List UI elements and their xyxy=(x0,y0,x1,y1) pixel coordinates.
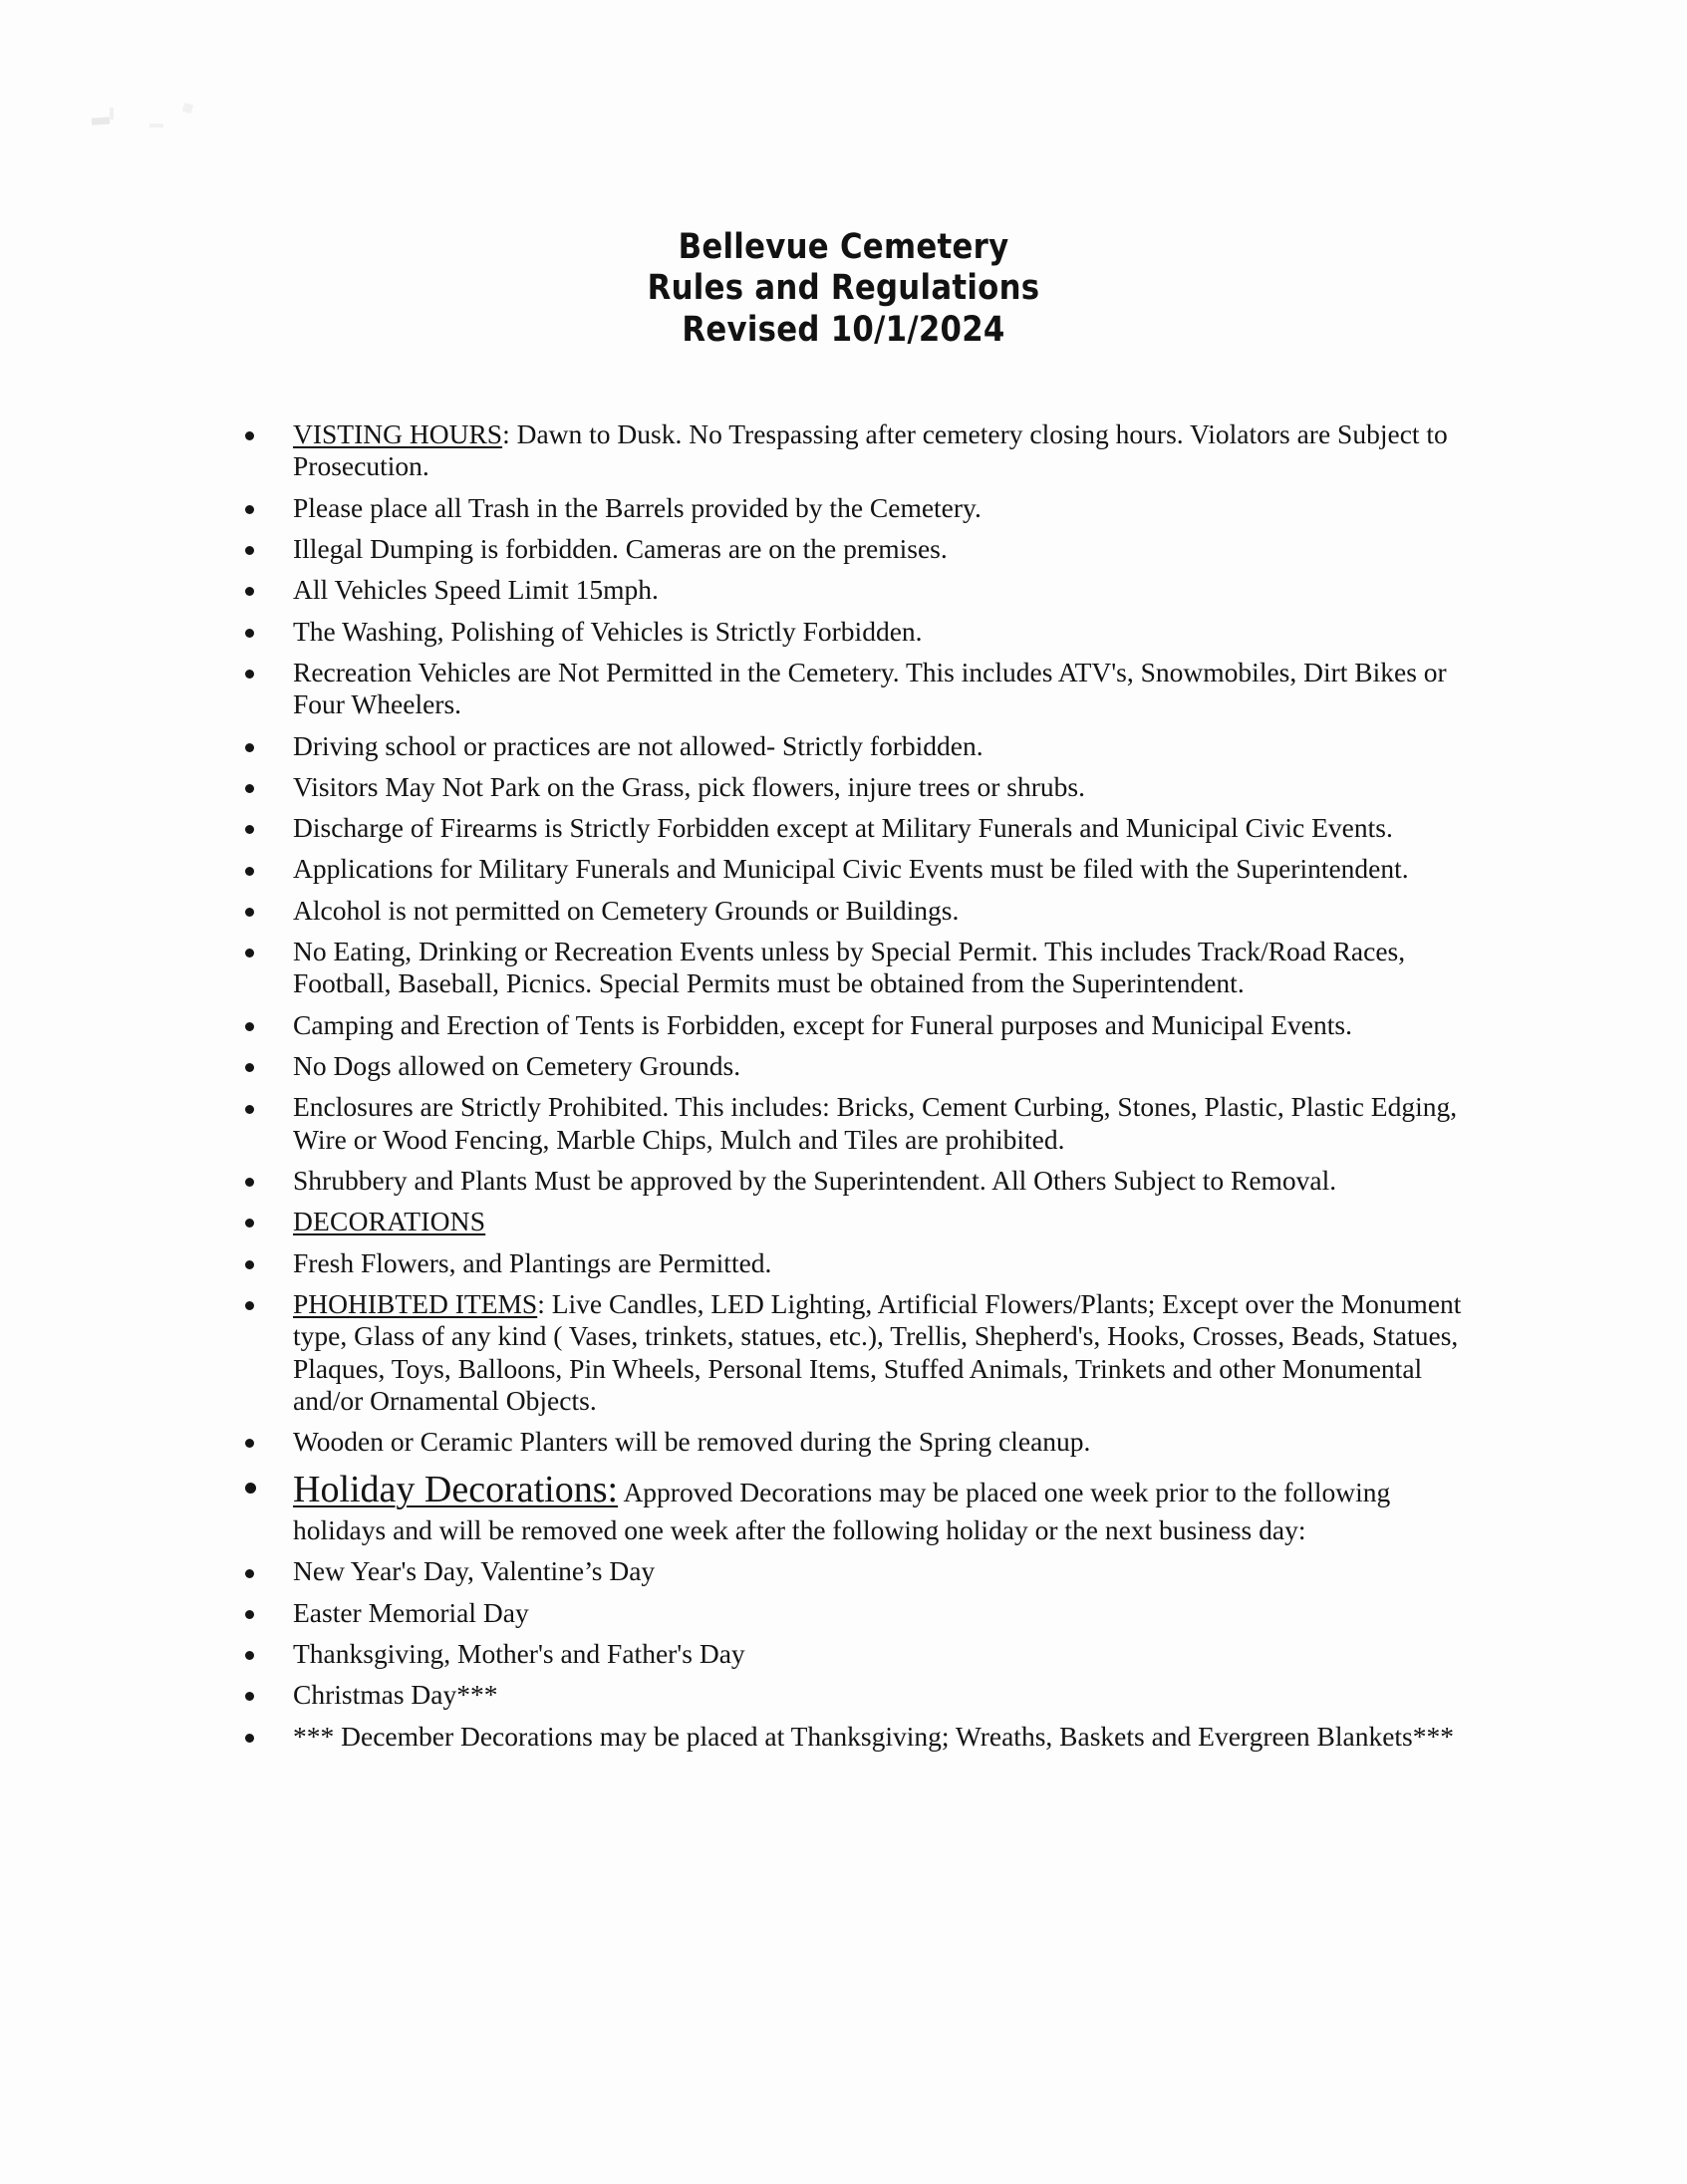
rule-item xyxy=(235,730,1481,762)
rule-text: All Vehicles Speed Limit 15mph. xyxy=(293,574,659,606)
bullet-icon xyxy=(245,505,254,514)
rule-item xyxy=(235,574,1481,606)
rule-text: No Eating, Drinking or Recreation Events unless by Special Permit. This includes Track/Road Races, Football, Baseball, Picnics. Special Permits must be obtained from the Superintendent. xyxy=(293,936,1406,999)
bullet-icon xyxy=(245,908,254,917)
rule-text: Fresh Flowers, and Plantings are Permitted. xyxy=(293,1246,772,1278)
rule-item xyxy=(235,1165,1481,1197)
rule-item xyxy=(235,616,1481,648)
rule-text: Camping and Erection of Tents is Forbidden, except for Funeral purposes and Municipal Events. xyxy=(293,1008,1352,1040)
rule-lead-label: Holiday Decorations: xyxy=(293,1469,619,1511)
rule-item xyxy=(235,1009,1481,1041)
rule-text: Applications for Military Funerals and Municipal Civic Events must be filed with the Superintendent. xyxy=(293,853,1409,885)
rule-text: Christmas Day*** xyxy=(293,1679,498,1711)
rule-text: Recreation Vehicles are Not Permitted in the Cemetery. This includes ATV's, Snowmobiles, Dirt Bikes or Four Wheelers. xyxy=(293,656,1447,720)
rule-item xyxy=(235,1721,1481,1753)
rules-list xyxy=(235,418,1481,1762)
rule-item xyxy=(235,936,1481,1000)
bullet-icon xyxy=(245,1022,254,1031)
rule-text: Shrubbery and Plants Must be approved by the Superintendent. All Others Subject to Removal. xyxy=(293,1164,1337,1196)
rule-item xyxy=(235,1091,1481,1156)
rule-text: *** December Decorations may be placed at Thanksgiving; Wreaths, Baskets and Evergreen Blankets*** xyxy=(293,1720,1455,1752)
bullet-icon xyxy=(245,1569,254,1578)
bullet-icon xyxy=(245,825,254,834)
rule-text: Wooden or Ceramic Planters will be removed during the Spring cleanup. xyxy=(293,1426,1091,1458)
bullet-icon xyxy=(245,1734,254,1743)
rule-text: Alcohol is not permitted on Cemetery Grounds or Buildings. xyxy=(293,894,960,926)
rule-item xyxy=(235,1555,1481,1587)
rule-text: New Year's Day, Valentine’s Day xyxy=(293,1555,656,1587)
rule-item xyxy=(235,1247,1481,1279)
rule-item xyxy=(235,771,1481,803)
scan-artifact-icon xyxy=(110,108,114,120)
rule-item xyxy=(235,657,1481,721)
bullet-icon xyxy=(245,1692,254,1701)
document-title xyxy=(0,227,1687,351)
bullet-icon xyxy=(245,784,254,793)
rule-item xyxy=(235,1050,1481,1082)
rule-text: Please place all Trash in the Barrels provided by the Cemetery. xyxy=(293,491,982,523)
title-line-subject: Rules and Regulations xyxy=(647,268,1040,309)
rule-item xyxy=(235,812,1481,844)
rule-item xyxy=(235,1597,1481,1629)
rule-text: : Live Candles, LED Lighting, Artificial Flowers/Plants; Except over the Monument type, Glass of any kind ( Vases, trinkets, statues, etc.), Trellis, Shepherd's, Hooks, Crosses, Beads, Statues, Plaques, Toys, Balloons, Pin Wheels, Personal Items, Stuffed Animals, Trinkets and other Monumental and/or Ornamental Objects. xyxy=(293,1287,1462,1416)
bullet-icon xyxy=(245,1105,254,1114)
rule-text: Approved Decorations may be placed one week prior to the following holidays and will be removed one week after the following holiday or the next business day: xyxy=(293,1477,1391,1545)
rule-lead-label: PHOHIBTED ITEMS xyxy=(293,1287,538,1319)
bullet-icon xyxy=(245,1063,254,1072)
rule-text: Thanksgiving, Mother's and Father's Day xyxy=(293,1637,745,1669)
rule-text: The Washing, Polishing of Vehicles is Strictly Forbidden. xyxy=(293,615,923,647)
bullet-icon xyxy=(245,546,254,555)
rule-text: Discharge of Firearms is Strictly Forbidden except at Military Funerals and Municipal Civic Events. xyxy=(293,812,1393,844)
rule-text: Visitors May Not Park on the Grass, pick flowers, injure trees or shrubs. xyxy=(293,770,1085,802)
bullet-icon xyxy=(245,1483,256,1494)
rule-item xyxy=(235,1288,1481,1417)
bullet-icon xyxy=(245,1610,254,1619)
rule-text: Easter Memorial Day xyxy=(293,1596,529,1628)
rule-item xyxy=(235,1638,1481,1670)
rule-item xyxy=(235,853,1481,885)
bullet-icon xyxy=(245,867,254,876)
bullet-icon xyxy=(245,431,254,440)
bullet-icon xyxy=(245,629,254,638)
rule-item xyxy=(235,1426,1481,1458)
rule-text: Enclosures are Strictly Prohibited. This includes: Bricks, Cement Curbing, Stones, Plastic, Plastic Edging, Wire or Wood Fencing, Marble Chips, Mulch and Tiles are prohibited. xyxy=(293,1091,1458,1155)
bullet-icon xyxy=(245,1651,254,1660)
title-line-organization: Bellevue Cemetery xyxy=(678,227,1009,267)
rule-text: : Dawn to Dusk. No Trespassing after cemetery closing hours. Violators are Subject to Prosecution. xyxy=(293,418,1448,482)
bullet-icon xyxy=(245,1439,254,1448)
bullet-icon xyxy=(245,743,254,752)
scan-artifact-icon xyxy=(182,103,193,114)
bullet-icon xyxy=(245,949,254,957)
scan-artifact-icon xyxy=(92,117,110,125)
title-line-revision-date: Revised 10/1/2024 xyxy=(682,309,1005,350)
rule-item xyxy=(235,1206,1481,1237)
rule-text: No Dogs allowed on Cemetery Grounds. xyxy=(293,1050,741,1081)
rule-item xyxy=(235,492,1481,524)
rule-item xyxy=(235,1679,1481,1711)
scan-artifact-icon xyxy=(149,124,163,128)
rule-text: Illegal Dumping is forbidden. Cameras are on the premises. xyxy=(293,532,948,564)
bullet-icon xyxy=(245,670,254,679)
rule-item xyxy=(235,1467,1481,1546)
bullet-icon xyxy=(245,1260,254,1269)
rule-item xyxy=(235,533,1481,565)
rule-item xyxy=(235,418,1481,483)
rule-lead-label: VISTING HOURS xyxy=(293,418,503,449)
rule-text: Driving school or practices are not allowed- Strictly forbidden. xyxy=(293,729,984,761)
rule-lead-label: DECORATIONS xyxy=(293,1206,486,1237)
bullet-icon xyxy=(245,1219,254,1228)
rule-item xyxy=(235,895,1481,927)
bullet-icon xyxy=(245,1178,254,1187)
bullet-icon xyxy=(245,587,254,596)
bullet-icon xyxy=(245,1301,254,1310)
